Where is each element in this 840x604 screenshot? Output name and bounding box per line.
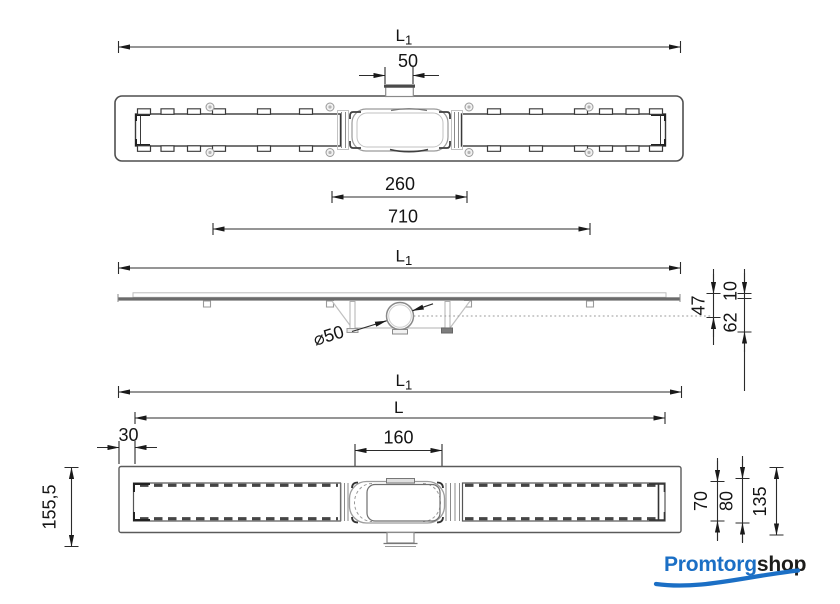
trap-left-leg (350, 302, 355, 329)
screw-hole-center (328, 151, 331, 154)
outlet-bottom-tab (393, 330, 408, 335)
dim-label-30: 30 (118, 425, 139, 445)
tank-outline-bottom (350, 482, 445, 524)
screw-hole-center (208, 151, 211, 154)
dim-label-l1-side: $L_1$ (395, 246, 413, 268)
dim-label-l1-bottom: $L_1$ (395, 371, 413, 393)
outlet-stub-cap (384, 85, 415, 88)
dim-label-62: 62 (720, 312, 741, 333)
dim-label-260: 260 (384, 174, 416, 194)
top-view (115, 26, 683, 235)
screw-hole-center (587, 105, 590, 108)
screw-hole-center (208, 105, 211, 108)
dim-label-diameter: ⌀50 (310, 321, 347, 350)
dim-label-l1: $L_1$ (395, 26, 413, 48)
tank-outline (352, 109, 448, 151)
outlet-pipe-circle (387, 303, 414, 330)
channel-right (462, 114, 666, 146)
trap-body-top-view (338, 109, 463, 152)
dim-label-710: 710 (387, 206, 419, 227)
dim-label-80: 80 (716, 490, 737, 512)
dim-label-10: 10 (720, 280, 741, 302)
outlet-stub-bottom (387, 533, 414, 544)
channel-left (136, 114, 341, 146)
channel-left-bottom (134, 483, 341, 521)
logo-text-primary: Promtorg (664, 553, 757, 576)
bottom-view-dimensions-top (97, 371, 682, 479)
side-view-dimensions (311, 269, 752, 391)
side-view-dimensions-top (119, 247, 681, 275)
dim-label-70: 70 (691, 490, 711, 512)
screw-hole-center (467, 151, 470, 154)
channel-right-bottom (463, 483, 666, 521)
dim-label-47: 47 (688, 295, 709, 316)
screw-hole-center (467, 105, 470, 108)
top-view-body (115, 85, 683, 162)
trap-right-foot (442, 328, 453, 333)
flange-profile-bar (118, 297, 680, 300)
dim-label-160: 160 (383, 427, 414, 448)
dim-label-50: 50 (397, 51, 419, 71)
dim-label-155: 155,5 (39, 484, 60, 530)
bottom-view (40, 371, 784, 547)
side-view-body (118, 293, 711, 334)
screw-hole-center (328, 105, 331, 108)
logo-text-secondary: shop (756, 553, 807, 576)
tank-top-tab-bottom (387, 479, 415, 484)
dim-label-l: L (394, 398, 404, 417)
dim-label-135: 135 (750, 486, 770, 517)
channel-lip-profile (133, 293, 666, 298)
outlet-stub-top (386, 87, 414, 97)
logo (656, 553, 806, 586)
side-view (118, 247, 752, 392)
bottom-view-body (119, 467, 681, 547)
trap-right-leg (445, 302, 450, 329)
screw-hole-center (587, 151, 590, 154)
